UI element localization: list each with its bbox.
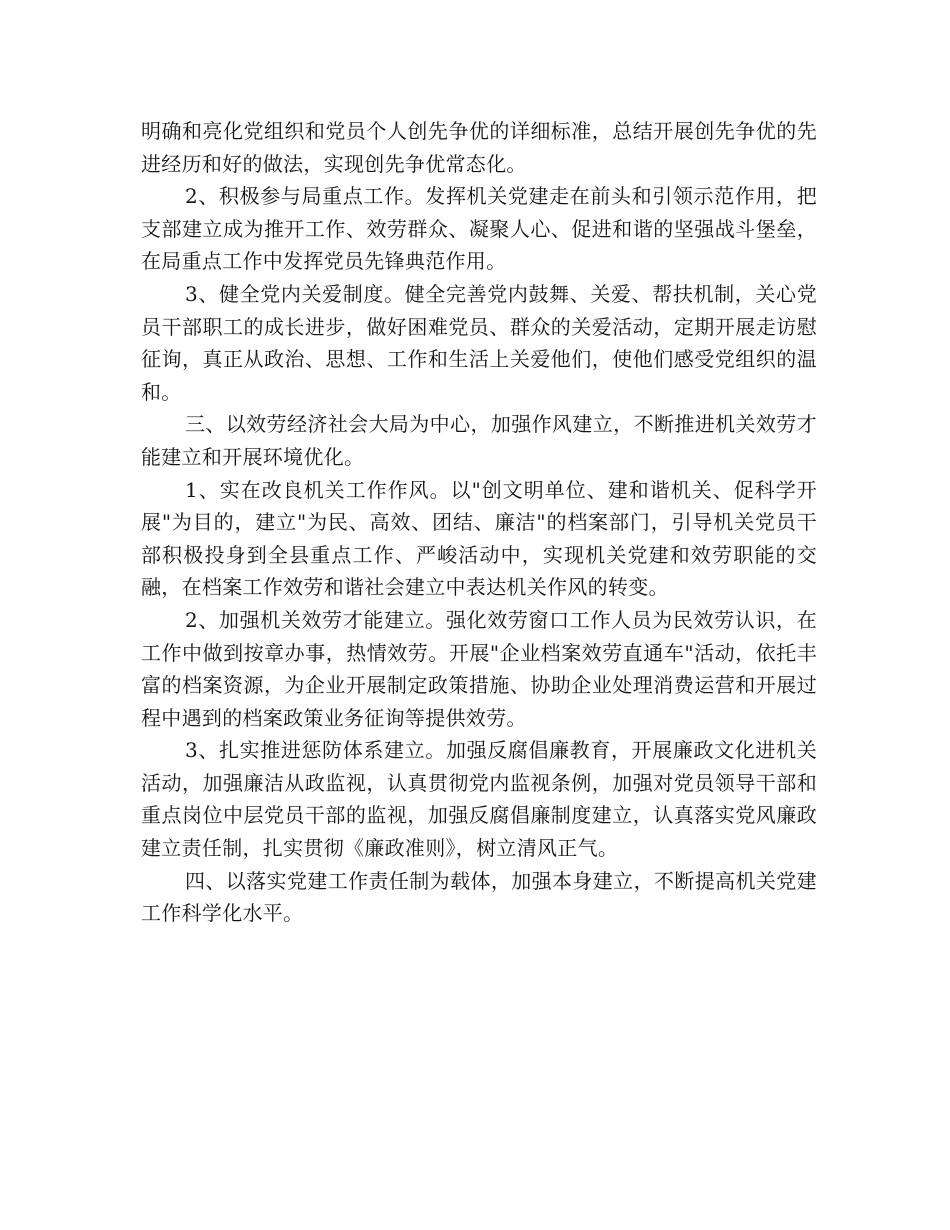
paragraph-item-2-service-capacity: 2、加强机关效劳才能建立。强化效劳窗口工作人员为民效劳认识，在工作中做到按章办事，热情效劳。开展"企业档案效劳直通车"活动，依托丰富的档案资源，为企业开展制定政策措施、协助企业处理消费运营和开展过程中遇到的档案政策业务征询等提供效劳。 [141, 607, 817, 730]
section-heading-three: 三、以效劳经济社会大局为中心，加强作风建立，不断推进机关效劳才能建立和开展环境优化。 [141, 412, 817, 469]
paragraph-item-1-work-style: 1、实在改良机关工作作风。以"创文明单位、建和谐机关、促科学开展"为目的，建立"为民、高效、团结、廉洁"的档案部门，引导机关党员干部积极投身到全县重点工作、严峻活动中，实现机关党建和效劳职能的交融，在档案工作效劳和谐社会建立中表达机关作风的转变。 [141, 477, 817, 600]
paragraph-item-2-key-work: 2、积极参与局重点工作。发挥机关党建走在前头和引领示范作用，把支部建立成为推开工作、效劳群众、凝聚人心、促进和谐的坚强战斗堡垒，在局重点工作中发挥党员先锋典范作用。 [141, 184, 817, 274]
section-heading-four: 四、以落实党建工作责任制为载体，加强本身建立，不断提高机关党建工作科学化水平。 [141, 868, 817, 926]
paragraph-item-3-anticorruption: 3、扎实推进惩防体系建立。加强反腐倡廉教育，开展廉政文化进机关活动，加强廉洁从政监视，认真贯彻党内监视条例，加强对党员领导干部和重点岗位中层党员干部的监视，加强反腐倡廉制度建立，认真落实党风廉政建立责任制，扎实贯彻《廉政准则》，树立清风正气。 [141, 738, 817, 861]
paragraph-item-3-care-system: 3、健全党内关爱制度。健全完善党内鼓舞、关爱、帮扶机制，关心党员干部职工的成长进步，做好困难党员、群众的关爱活动，定期开展走访慰征询，真正从政治、思想、工作和生活上关爱他们，使他们感受党组织的温和。 [141, 281, 817, 404]
paragraph-continuation: 明确和亮化党组织和党员个人创先争优的详细标准，总结开展创先争优的先进经历和好的做法，实现创先争优常态化。 [141, 119, 817, 176]
document-body [141, 115, 817, 930]
